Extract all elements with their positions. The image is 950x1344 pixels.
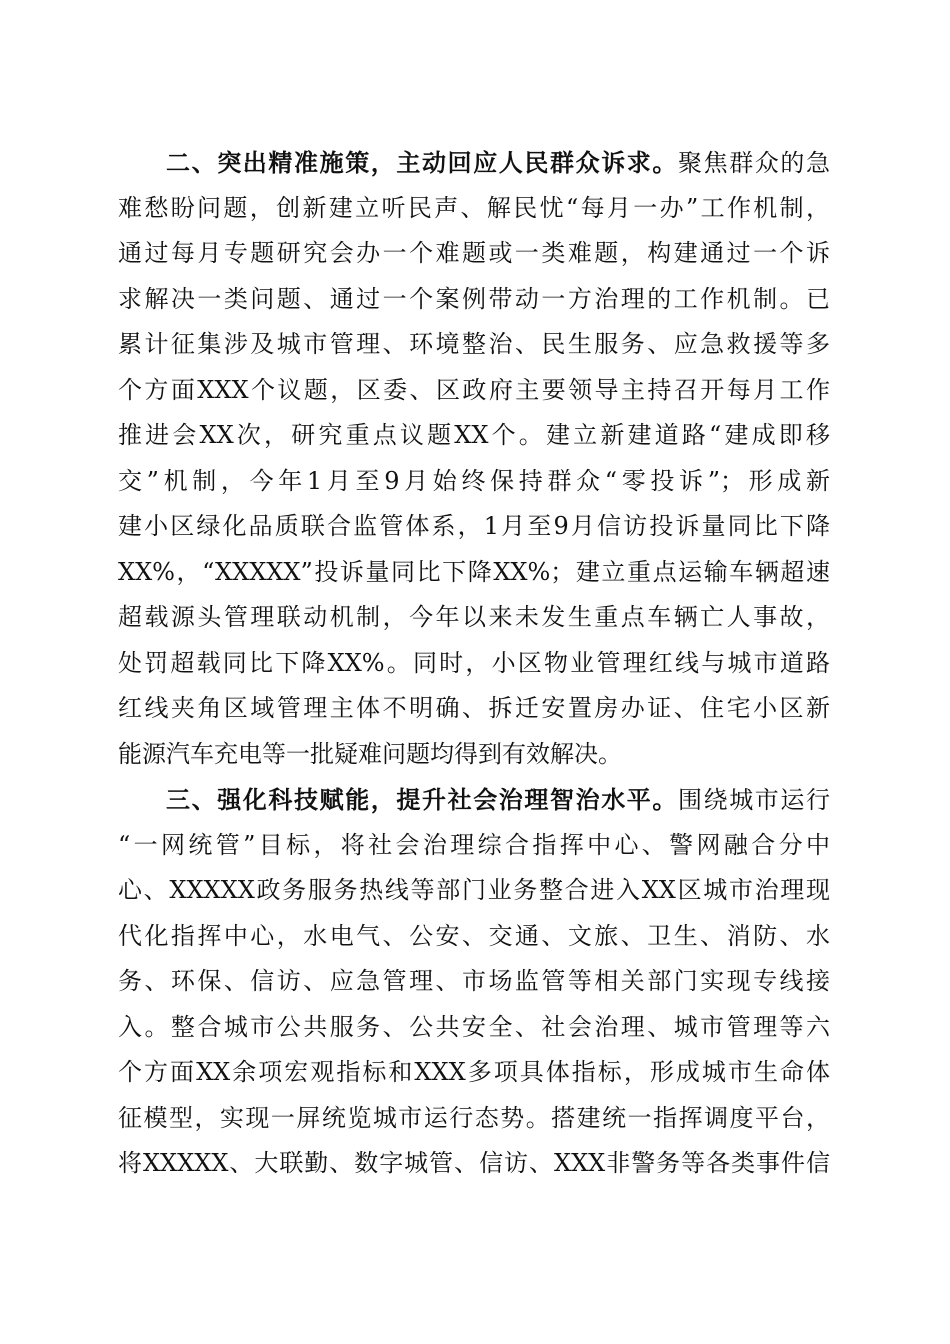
text-line: 超载源头管理联动机制，今年以来未发生重点车辆亡人事故， bbox=[118, 603, 830, 631]
paragraph-heading: 三、强化科技赋能，提升社会治理智治水平。 bbox=[166, 785, 678, 814]
body-text bbox=[118, 140, 830, 1187]
text-line: 累计征集涉及城市管理、环境整治、民生服务、应急救援等多 bbox=[118, 330, 830, 358]
paragraph-first-line bbox=[118, 140, 830, 186]
text-line: “一网统管”目标，将社会治理综合指挥中心、警网融合分中 bbox=[118, 830, 830, 859]
text-line: 入。整合城市公共服务、公共安全、社会治理、城市管理等六 bbox=[118, 1012, 830, 1041]
text-line: 推进会XX次，研究重点议题XX个。建立新建道路“建成即移 bbox=[118, 421, 830, 449]
text-line: XX%，“XXXXX”投诉量同比下降XX%；建立重点运输车辆超速 bbox=[118, 557, 830, 586]
text-line: 求解决一类问题、通过一个案例带动一方治理的工作机制。已 bbox=[118, 284, 830, 313]
text-line: 个方面XX余项宏观指标和XXX多项具体指标，形成城市生命体 bbox=[118, 1058, 830, 1086]
text-line: 聚焦群众的急 bbox=[678, 149, 830, 177]
paragraph-first-line bbox=[118, 777, 830, 823]
paragraph-heading: 二、突出精准施策，主动回应人民群众诉求。 bbox=[166, 148, 678, 177]
text-line: 将XXXXX、大联勤、数字城管、信访、XXX非警务等各类事件信 bbox=[118, 1149, 830, 1177]
text-line: 通过每月专题研究会办一个难题或一类难题，构建通过一个诉 bbox=[118, 239, 830, 267]
text-line: 能源汽车充电等一批疑难问题均得到有效解决。 bbox=[118, 739, 622, 768]
text-line: 个方面XXX个议题，区委、区政府主要领导主持召开每月工作 bbox=[118, 375, 830, 404]
text-line: 交”机制，今年1月至9月始终保持群众“零投诉”；形成新 bbox=[118, 466, 830, 495]
text-line: 代化指挥中心，水电气、公安、交通、文旅、卫生、消防、水 bbox=[118, 921, 830, 950]
paragraph-measures bbox=[118, 140, 830, 777]
text-line: 红线夹角区域管理主体不明确、拆迁安置房办证、住宅小区新 bbox=[118, 694, 830, 722]
paragraph-technology bbox=[118, 777, 830, 1187]
text-line: 围绕城市运行 bbox=[678, 786, 830, 814]
text-line: 难愁盼问题，创新建立听民声、解民忧“每月一办”工作机制， bbox=[118, 193, 830, 222]
text-line: 建小区绿化品质联合监管体系，1月至9月信访投诉量同比下降 bbox=[118, 512, 830, 540]
text-line: 征模型，实现一屏统览城市运行态势。搭建统一指挥调度平台， bbox=[118, 1103, 830, 1132]
text-line: 心、XXXXX政务服务热线等部门业务整合进入XX区城市治理现 bbox=[118, 876, 830, 904]
text-line: 处罚超载同比下降XX%。同时，小区物业管理红线与城市道路 bbox=[118, 648, 830, 677]
text-line: 务、环保、信访、应急管理、市场监管等相关部门实现专线接 bbox=[118, 967, 830, 995]
